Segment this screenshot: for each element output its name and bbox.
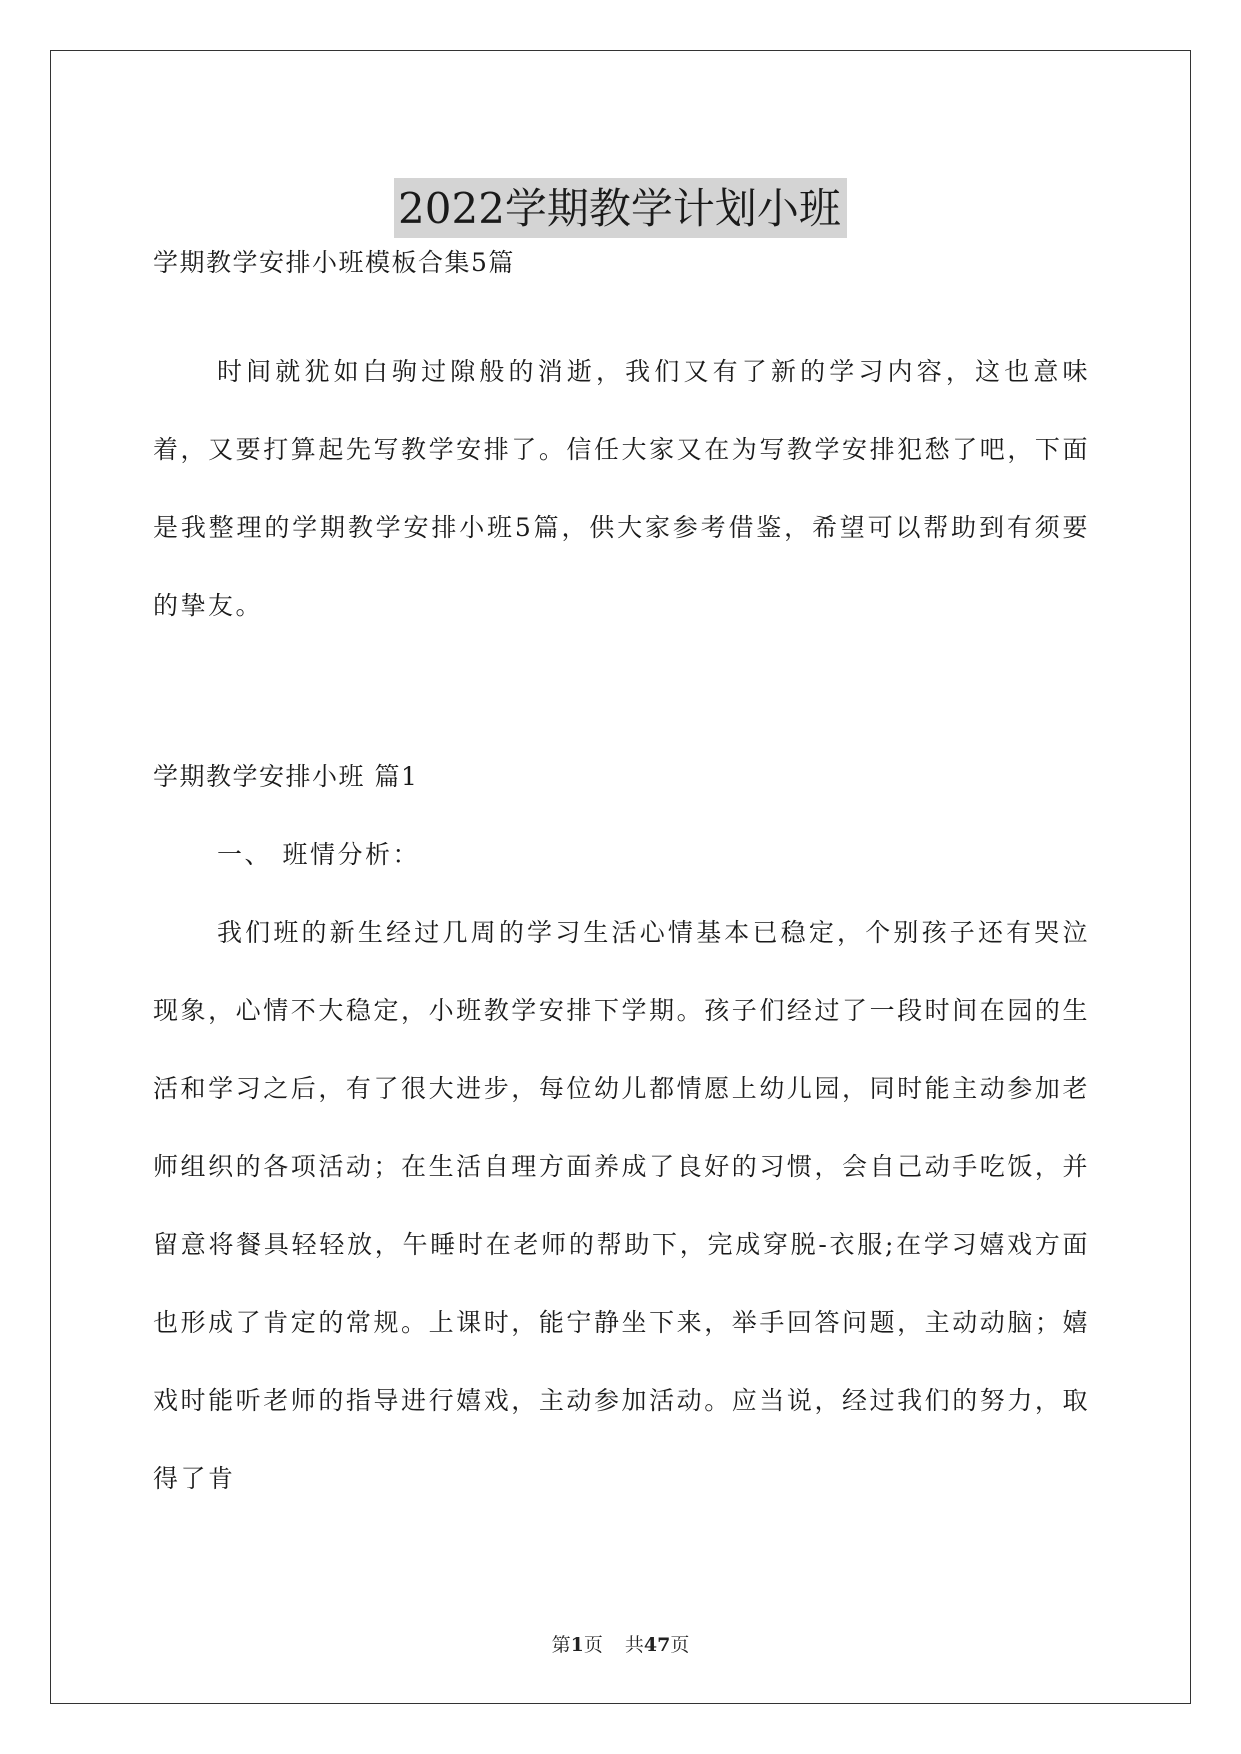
total-suffix: 页 (670, 1634, 690, 1656)
page-number: 1 (570, 1634, 584, 1656)
document-title: 2022学期教学计划小班 (394, 178, 847, 238)
page-suffix: 页 (583, 1634, 603, 1656)
section-heading: 一、 班情分析： (217, 840, 420, 869)
total-pages: 47 (643, 1634, 671, 1656)
page-prefix: 第 (551, 1634, 571, 1656)
body-paragraph: 我们班的新生经过几周的学习生活心情基本已稳定，个别孩子还有哭泣现象，心情不大稳定，小班教学安排下学期。孩子们经过了一段时间在园的生活和学习之后，有了很大进步，每位幼儿都情愿上幼儿园，同时能主动参加老师组织的各项活动；在生活自理方面养成了良好的习惯，会自己动手吃饭，并留意将餐具轻轻放，午睡时在老师的帮助下，完成穿脱-衣服;在学习嬉戏方面也形成了肯定的常规。上课时，能宁静坐下来，举手回答问题，主动动脑；嬉戏时能听老师的指导进行嬉戏，主动参加活动。应当说，经过我们的努力，取得了肯 (153, 918, 1090, 1493)
document-subtitle: 学期教学安排小班模板合集5篇 (153, 248, 515, 277)
intro-paragraph: 时间就犹如白驹过隙般的消逝，我们又有了新的学习内容，这也意味着，又要打算起先写教学安排了。信任大家又在为写教学安排犯愁了吧，下面是我整理的学期教学安排小班5篇，供大家参考借鉴，希望可以帮助到有须要的挚友。 (153, 357, 1090, 620)
page-footer (0, 1630, 1241, 1657)
section-title: 学期教学安排小班 篇1 (153, 762, 419, 791)
total-prefix: 共 (624, 1634, 644, 1656)
